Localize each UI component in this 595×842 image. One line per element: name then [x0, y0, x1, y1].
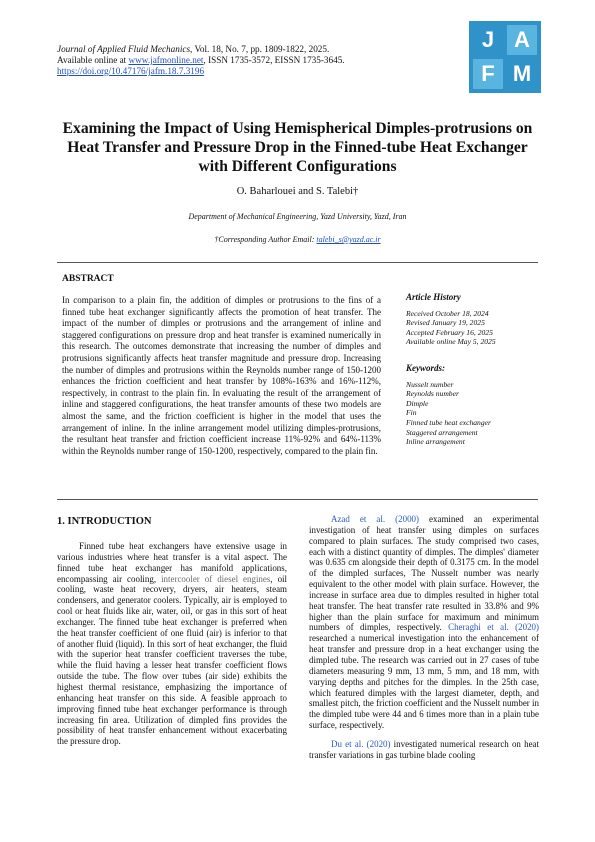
citation-link[interactable]: Du et al. (2020): [331, 738, 391, 749]
history-item: Revised January 19, 2025: [406, 318, 485, 328]
journal-citation: , Vol. 18, No. 7, pp. 1809-1822, 2025.: [190, 44, 330, 54]
intro-highlight: intercooler of diesel engines: [161, 573, 271, 584]
website-link[interactable]: www.jafmonline.net: [128, 55, 204, 65]
citation-link[interactable]: Cheraghi et al. (2020): [448, 622, 539, 633]
corresponding-label: †Corresponding Author Email:: [214, 235, 317, 244]
keyword-item: Fin: [406, 408, 417, 418]
journal-logo: [469, 21, 541, 93]
intro-paragraph: [57, 541, 287, 747]
divider-top: [57, 262, 538, 263]
intro-text: investigated numerical research on heat transfer variations in gas turbine blade cooling: [309, 738, 539, 760]
keyword-item: Inline arrangement: [406, 437, 465, 447]
logo-letter-f: F: [473, 59, 503, 89]
paper-title: Examining the Impact of Using Hemispherical Dimples-protrusions on Heat Transfer and Pressure Drop in the Finned-tube Heat Exchanger with Different Configurations: [62, 120, 533, 175]
logo-letter-j: J: [473, 25, 503, 55]
logo-letter-a: A: [507, 25, 537, 55]
intro-text: researched a numerical investigation into the enhancement of heat transfer and pressure drop in a heat exchanger using the dimpled tube. The research was carried out in 27 cases of tube diameters measuring 9 mm, 13 mm, 5 mm, and 18 mm, with varying depths and pitches for the dimples. In the 25th case, which featured dimples with the largest diameter, depth, and smallest pitch, the friction coefficient and the Nusselt number in the dimpled tube were 44 and 6 times more than in a plain tube surface, respectively.: [309, 633, 539, 731]
intro-column-left: [57, 541, 287, 747]
divider-bottom: [57, 499, 538, 500]
intro-text: Finned tube heat exchangers have extensive usage in various industries where heat transfer is a vital aspect. The finned tube heat exchanger has manifold applications, encompassing air cooling,: [57, 541, 287, 584]
logo-letter-m: M: [507, 59, 537, 89]
abstract-heading: ABSTRACT: [62, 274, 114, 284]
keyword-item: Staggered arrangement: [406, 427, 478, 437]
doi-link[interactable]: https://doi.org/10.47176/jafm.18.7.3196: [57, 66, 205, 76]
available-online-label: Available online at: [57, 55, 129, 65]
history-item: Available online May 5, 2025: [406, 337, 496, 347]
paper-authors: O. Baharlouei and S. Talebi†: [236, 186, 359, 197]
intro-text: , oil cooling, waste heat recovery, dryers, air heaters, steam condensers, and generator coolers. Typically, air is employed to cool or heat fluids like air, water, oil, or gas in this sort of heat exchanger. The finned tube heat exchanger is preferred when the heat transfer coefficient of one fluid (air) is inferior to that of another fluid (liquid). In this sort of heat exchanger, the fluid with the superior heat transfer coefficient traverses the tube, while the fluid having a lesser heat transfer coefficient flows outside the tube. The flow over tubes (air side) exhibits the highest thermal resistance, emphasizing the importance of enhancing heat transfer on this side. A feasible approach to improving finned tube heat exchanger performance is through increasing fin area. Utilization of dimpled fins provides the possibility of heat transfer enhancement without exacerbating the pressure drop.: [57, 573, 287, 747]
intro-paragraph: [309, 514, 539, 731]
journal-header: [57, 44, 437, 77]
article-history-heading: Article History: [406, 292, 461, 302]
keyword-item: Reynolds number: [406, 389, 459, 399]
citation-link[interactable]: Azad et al. (2000): [331, 514, 419, 524]
abstract-text: In comparison to a plain fin, the addition of dimples or protrusions to the fins of a finned tube heat exchanger significantly affects the promotion of heat transfer. The impact of the number of dimples or protrusions and the arrangement of inline and staggered configurations on pressure drop and heat transfer is examined numerically in this research. The outcomes demonstrate that increasing the number of dimples and protrusions significantly affects heat transfer magnitude and pressure drop. Increasing the number of dimples and protrusions within the Reynolds number range of 150-1200 enhances the friction coefficient and heat transfer by 108%-163% and 16%-112%, respectively, in contrast to the plain fin. In evaluating the result of the arrangement of inline and staggered configurations, the heat transfer amounts of these two models are almost the same, and the friction coefficient is higher in the model that uses the arrangement of inline. In the inline arrangement model utilizing dimples-protrusions, the resultant heat transfer and friction coefficient increase 11%-92% and 64%-113% within the Reynolds number range of 150-1200, respectively, compared to the plain fin.: [62, 295, 381, 456]
intro-text: examined an experimental investigation of heat transfer using dimples on surfaces compared to plain surfaces. The study comprised two cases, each with a distinct quantity of dimples. The dimples' diameter was 0.635 cm alongside their depth of 0.3175 cm. In the model of the dimpled surfaces, The Nusselt number was nearly equivalent to the other model with plain surface. However, the increase in surface area due to dimples resulted in higher total heat transfer. The heat transfer rate resulted in 33.8% and 9% higher than the plain surface for maximum and minimum numbers of dimples, respectively.: [309, 514, 539, 633]
corresponding-email-link[interactable]: talebi_s@yazd.ac.ir: [316, 235, 381, 244]
keyword-item: Dimple: [406, 398, 429, 408]
article-history: [406, 293, 496, 347]
keyword-item: Nusselt number: [406, 379, 454, 389]
keywords-heading: Keywords:: [406, 363, 445, 373]
keywords: [406, 364, 491, 447]
history-item: Received October 18, 2024: [406, 308, 489, 318]
paper-affiliation: Department of Mechanical Engineering, Yazd University, Yazd, Iran: [188, 212, 407, 221]
journal-name: Journal of Applied Fluid Mechanics: [57, 44, 191, 54]
keyword-item: Finned tube heat exchanger: [406, 417, 491, 427]
intro-column-right: [309, 514, 539, 761]
corresponding-author: [0, 235, 595, 244]
introduction-heading: 1. INTRODUCTION: [57, 516, 152, 527]
history-item: Accepted February 16, 2025: [406, 327, 493, 337]
issn-text: , ISSN 1735-3572, EISSN 1735-3645.: [203, 55, 345, 65]
intro-paragraph: [309, 739, 539, 761]
